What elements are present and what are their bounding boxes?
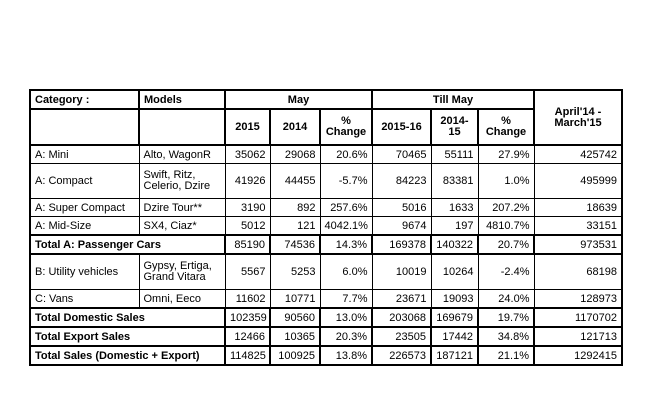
row-annual: 1292415 [534,346,622,365]
row-annual: 128973 [534,290,622,309]
row-till-2015-16: 23505 [372,327,431,346]
header-row-2 [30,109,622,145]
row-category: Total Export Sales [30,327,225,346]
header-may: May [225,90,372,109]
row-may-change: 14.3% [320,235,372,254]
row-till-change: 4810.7% [478,217,534,236]
row-till-2015-16: 9674 [372,217,431,236]
row-annual: 1170702 [534,308,622,327]
row-till-2015-16: 10019 [372,254,431,290]
row-may-change: -5.7% [320,164,372,199]
row-may-2015: 114825 [225,346,270,365]
row-may-2015: 3190 [225,199,270,217]
row-may-2015: 41926 [225,164,270,199]
row-annual: 68198 [534,254,622,290]
row-till-change: 21.1% [478,346,534,365]
row-may-2014: 892 [270,199,320,217]
table-row [30,164,622,199]
table-row [30,308,622,327]
row-may-2014: 90560 [270,308,320,327]
row-till-change: 20.7% [478,235,534,254]
row-may-2014: 74536 [270,235,320,254]
row-may-2014: 121 [270,217,320,236]
row-category: A: Mid-Size [30,217,139,236]
header-till-2014-15: 2014-15 [431,109,478,145]
row-till-2015-16: 70465 [372,145,431,164]
row-may-change: 20.6% [320,145,372,164]
row-till-2015-16: 169378 [372,235,431,254]
row-may-change: 13.8% [320,346,372,365]
header-may-2015: 2015 [225,109,270,145]
row-till-2014-15: 197 [431,217,478,236]
row-may-2014: 10365 [270,327,320,346]
header-row-1 [30,90,622,109]
header-may-change: % Change [320,109,372,145]
row-may-2015: 5567 [225,254,270,290]
table-row [30,327,622,346]
row-category: Total Sales (Domestic + Export) [30,346,225,365]
row-till-change: 1.0% [478,164,534,199]
table-row [30,199,622,217]
row-till-2014-15: 187121 [431,346,478,365]
header-may-2014: 2014 [270,109,320,145]
row-may-2015: 12466 [225,327,270,346]
row-till-change: -2.4% [478,254,534,290]
row-category: B: Utility vehicles [30,254,139,290]
row-category: A: Mini [30,145,139,164]
row-may-2014: 10771 [270,290,320,309]
row-till-2014-15: 55111 [431,145,478,164]
header-blank-2 [139,109,225,145]
row-till-2014-15: 140322 [431,235,478,254]
table-row [30,145,622,164]
row-models: Dzire Tour** [139,199,225,217]
header-till-change: % Change [478,109,534,145]
header-april-march: April'14 - March'15 [534,90,622,145]
row-till-2015-16: 23671 [372,290,431,309]
header-till-2015-16: 2015-16 [372,109,431,145]
row-models: Alto, WagonR [139,145,225,164]
row-till-change: 19.7% [478,308,534,327]
row-may-2015: 11602 [225,290,270,309]
table-row [30,290,622,309]
row-category: C: Vans [30,290,139,309]
table-row [30,346,622,365]
row-annual: 495999 [534,164,622,199]
row-may-2015: 102359 [225,308,270,327]
table-row [30,235,622,254]
row-may-2015: 5012 [225,217,270,236]
row-models: Omni, Eeco [139,290,225,309]
row-annual: 18639 [534,199,622,217]
row-category: Total Domestic Sales [30,308,225,327]
row-may-2014: 5253 [270,254,320,290]
row-may-change: 4042.1% [320,217,372,236]
row-category: A: Compact [30,164,139,199]
row-till-change: 34.8% [478,327,534,346]
row-till-2015-16: 5016 [372,199,431,217]
table-row [30,217,622,236]
row-may-2015: 35062 [225,145,270,164]
row-till-2014-15: 1633 [431,199,478,217]
row-till-change: 24.0% [478,290,534,309]
row-annual: 425742 [534,145,622,164]
row-till-2015-16: 203068 [372,308,431,327]
row-till-2014-15: 17442 [431,327,478,346]
header-category: Category : [30,90,139,109]
header-till-may: Till May [372,90,534,109]
row-annual: 33151 [534,217,622,236]
row-till-2014-15: 19093 [431,290,478,309]
row-models: SX4, Ciaz* [139,217,225,236]
row-may-change: 13.0% [320,308,372,327]
header-models: Models [139,90,225,109]
row-till-2015-16: 84223 [372,164,431,199]
row-models: Swift, Ritz, Celerio, Dzire [139,164,225,199]
row-may-2014: 44455 [270,164,320,199]
row-may-change: 20.3% [320,327,372,346]
row-category: Total A: Passenger Cars [30,235,225,254]
row-till-2014-15: 10264 [431,254,478,290]
row-may-2015: 85190 [225,235,270,254]
sales-table [29,89,623,366]
row-models: Gypsy, Ertiga, Grand Vitara [139,254,225,290]
row-annual: 121713 [534,327,622,346]
row-may-change: 6.0% [320,254,372,290]
row-may-2014: 29068 [270,145,320,164]
row-may-2014: 100925 [270,346,320,365]
row-category: A: Super Compact [30,199,139,217]
row-may-change: 7.7% [320,290,372,309]
row-till-change: 27.9% [478,145,534,164]
header-blank-1 [30,109,139,145]
row-till-2014-15: 169679 [431,308,478,327]
row-till-2014-15: 83381 [431,164,478,199]
row-till-change: 207.2% [478,199,534,217]
row-may-change: 257.6% [320,199,372,217]
table-row [30,254,622,290]
row-till-2015-16: 226573 [372,346,431,365]
row-annual: 973531 [534,235,622,254]
